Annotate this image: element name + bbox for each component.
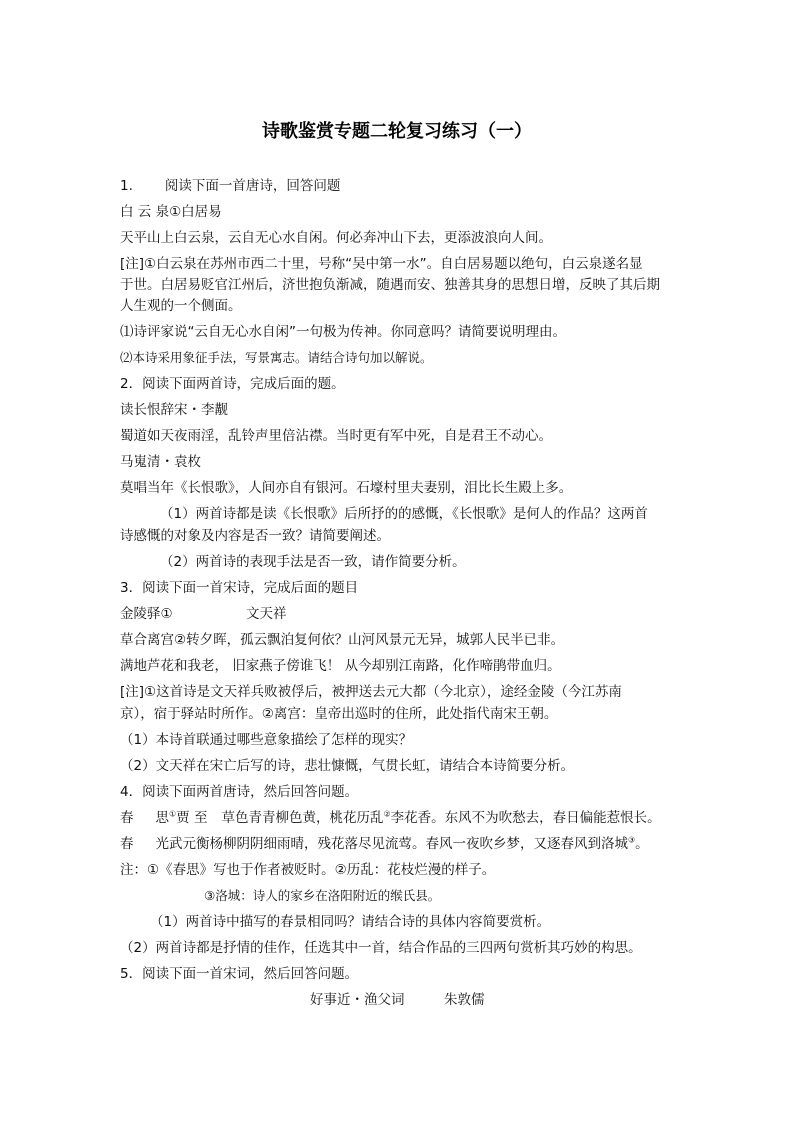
q3-poem-line-1: 草合离宫②转夕晖，孤云飘泊复何依？山河风景元无异，城郭人民半已非。 [120, 632, 565, 648]
q4-note-line-1: 注：①《春思》写也于作者被贬时。②历乱：花枝烂漫的样子。 [120, 862, 496, 878]
q3-note-line-2: 京），宿于驿站时所作。②离宫：皇帝出巡时的住所，此处指代南宋王朝。 [120, 706, 558, 722]
q4-poem2-title-char-1: 春 [120, 836, 134, 852]
q1-stem [120, 176, 340, 196]
q4-poem1-author: 贾 至 [176, 810, 208, 826]
q3-sub-question-1: （1）本诗首联通过哪些意象描绘了怎样的现实？ [120, 732, 413, 748]
q3-poem-line-2: 满地芦花和我老， 旧家燕子傍谁飞！ 从今却别江南路，化作啼鹃带血归。 [120, 658, 561, 674]
q5-stem: 5．阅读下面一首宋词，然后回答问题。 [120, 966, 359, 982]
q5-author: 朱敦儒 [444, 992, 485, 1008]
q4-note-line-2: ③洛城：诗人的家乡在洛阳附近的缑氏县。 [204, 888, 441, 903]
q4-sub-question-1: （1）两首诗中描写的春景相同吗？请结合诗的具体内容简要赏析。 [150, 914, 551, 930]
q2-poem2: 莫唱当年《长恨歌》，人间亦自有银河。石壕村里夫妻别，泪比长生殿上多。 [120, 480, 573, 496]
q1-note-line-2: 于世。白居易贬官江州后，济世抱负渐减，随遇而安、独善其身的思想日增，反映了其后期 [120, 277, 660, 293]
q1-note-line-1: [注]①白云泉在苏州市西二十里，号称“吴中第一水”。自白居易题以绝句，白云泉遂名显 [120, 256, 643, 272]
q4-poem1-text-b: 李花香。东风不为吹愁去，春日偏能惹恨长。 [390, 810, 661, 826]
q1-number: 1. [120, 178, 133, 194]
q3-poem-title: 金陵驿① [120, 606, 173, 622]
q3-note-line-1: [注]①这首诗是文天祥兵败被俘后，被押送去元大都（今北京），途经金陵（今江苏南 [120, 684, 622, 700]
q4-stem: 4．阅读下面两首唐诗，然后回答问题。 [120, 784, 359, 800]
page-title: 诗歌鉴赏专题二轮复习练习（一） [262, 121, 532, 142]
q1-poem: 天平山上白云泉，云自无心水自闲。何必奔冲山下去，更添波浪向人间。 [120, 230, 552, 246]
q4-poem2-period: 。 [635, 836, 649, 852]
q5-poem-title: 好事近・渔父词 [310, 992, 405, 1008]
q4-poem2-text: 光武元衡杨柳阴阴细雨晴，残花落尽见流莺。春风一夜吹乡梦，又逐春风到洛城 [155, 836, 628, 852]
q2-poem1-title: 读长恨辞宋・李觏 [120, 402, 228, 418]
q4-poem1-note-mark: ① [169, 809, 177, 819]
q1-sub-question-2: ⑵本诗采用象征手法，写景寓志。请结合诗句加以解说。 [120, 350, 433, 365]
q1-stem-text: 阅读下面一首唐诗，回答问题 [164, 178, 341, 194]
q2-poem2-title: 马嵬清・袁枚 [120, 454, 201, 470]
q2-sub-question-1-line-2: 诗感慨的对象及内容是否一致？请简要阐述。 [120, 528, 390, 544]
q2-poem1: 蜀道如天夜雨淫，乱铃声里倍沾襟。当时更有军中死，自是君王不动心。 [120, 428, 552, 444]
q4-poem1-note-mark-2: ② [383, 809, 391, 819]
q1-poem-title: 白 云 泉①白居易 [120, 204, 222, 220]
q4-sub-question-2: （2）两首诗都是抒情的佳作，任选其中一首，结合作品的三四两句赏析其巧妙的构思。 [120, 940, 642, 956]
q4-poem1-title-char-2: 思 [155, 810, 169, 826]
q4-poem-2 [120, 834, 649, 854]
q3-stem: 3．阅读下面一首宋诗，完成后面的题目 [120, 580, 359, 596]
q1-note-line-3: 人生观的一个侧面。 [120, 298, 242, 314]
q4-poem1-text-a: 草色青青柳色黄，桃花历乱 [221, 810, 384, 826]
q4-poem1-title-char-1: 春 [120, 810, 134, 826]
q3-author: 文天祥 [246, 606, 287, 622]
q3-sub-question-2: （2）文天祥在宋亡后写的诗，悲壮慷慨，气贯长虹，请结合本诗简要分析。 [120, 758, 575, 774]
q4-poem-1 [120, 808, 661, 828]
q4-poem2-note-mark: ③ [628, 835, 636, 845]
q2-stem: 2．阅读下面两首诗，完成后面的题。 [120, 376, 345, 392]
q2-sub-question-2: （2）两首诗的表现手法是否一致，请作简要分析。 [160, 554, 466, 570]
q2-sub-question-1-line-1: （1）两首诗都是读《长恨歌》后所抒的的感慨，《长恨歌》是何人的作品？这两首 [160, 506, 648, 522]
q1-sub-question-1: ⑴诗评家说“云自无心水自闲”一句极为传神。你同意吗？请简要说明理由。 [120, 324, 566, 340]
